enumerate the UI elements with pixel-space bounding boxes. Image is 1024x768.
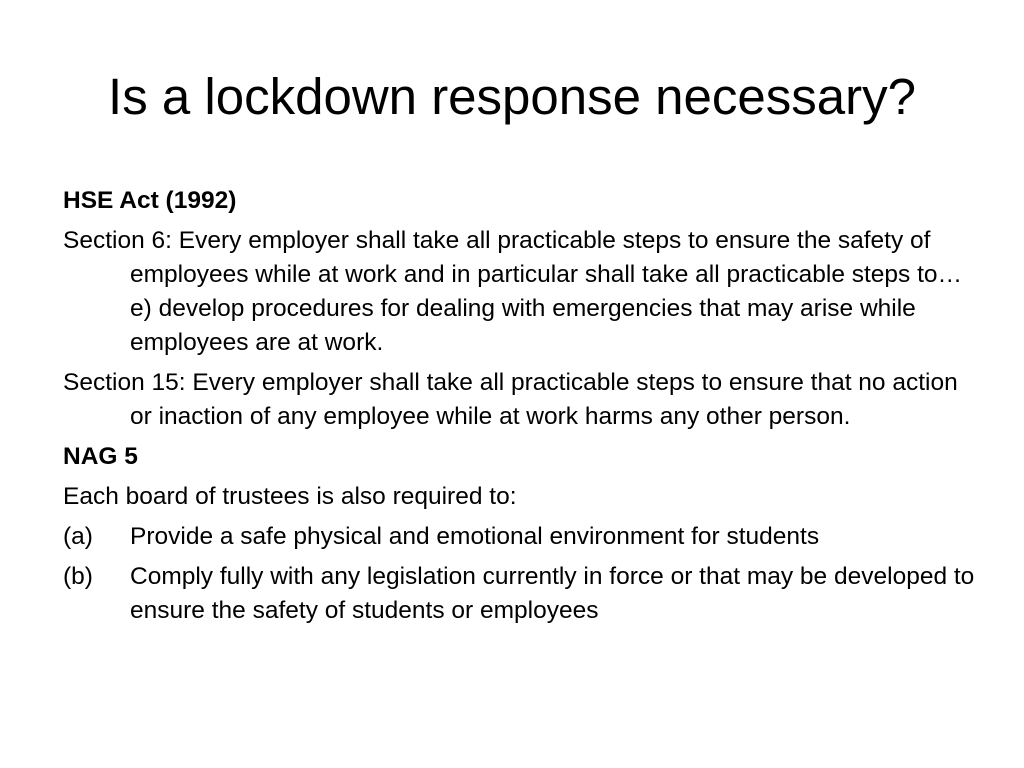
section-6-paragraph: Section 6: Every employer shall take all practicable steps to ensure the safety of employees while at work and in particular shall take all practicable steps to…e) develop procedures for dealing with emergencies that may arise while employees are at work.: [63, 227, 963, 356]
list-marker-b: (b): [63, 563, 93, 590]
hse-act-heading: HSE Act (1992): [63, 187, 237, 214]
list-text-a: Provide a safe physical and emotional environment for students: [130, 523, 820, 550]
list-item-a: [63, 520, 983, 554]
list-marker-a: (a): [63, 523, 93, 550]
nag-5-heading: NAG 5: [63, 443, 138, 470]
slide-title: Is a lockdown response necessary?: [108, 68, 916, 125]
section-15-paragraph: Section 15: Every employer shall take all practicable steps to ensure that no action or inaction of any employee while at work harms any other person.: [63, 369, 958, 430]
list-text-b: Comply fully with any legislation currently in force or that may be developed to ensure the safety of students or employees: [130, 563, 975, 624]
slide-body: [63, 184, 983, 634]
list-item-b: [63, 560, 983, 628]
nag-intro-text: Each board of trustees is also required to:: [63, 483, 517, 510]
